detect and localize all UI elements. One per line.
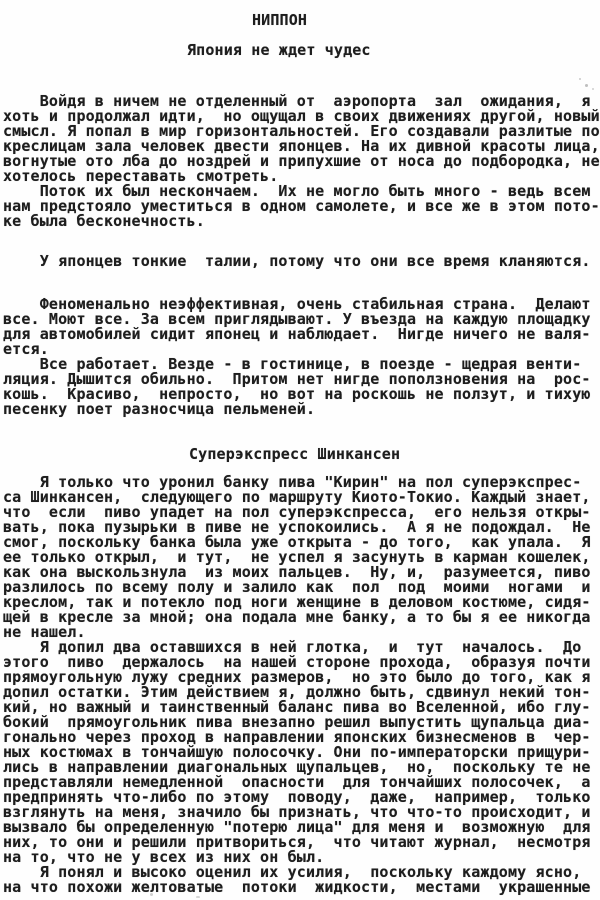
text-line: допил остатки. Этим действием я, должно быть, сдвинул некий тон- [3, 683, 591, 701]
text-line: них, то они и решили притвориться, что читают журнал, несмотря [3, 833, 591, 851]
scan-artifact [196, 896, 200, 898]
text-line: гонально через проход в направлении японских бизнесменов в чер- [3, 728, 591, 746]
text-line: У японцев тонкие талии, потому что они все время кланяются. [3, 252, 591, 270]
text-line: бокий прямоугольник пива внезапно решил выпустить щупальца диа- [3, 713, 591, 731]
text-line: ется. [3, 340, 49, 358]
text-line: ных костюмах в тончайшую полосочку. Они по-императорски прищури- [3, 743, 591, 761]
paragraph-block-1 [3, 94, 600, 229]
text-line: представляли немедленной опасности для тончайших полосочек, а [3, 773, 591, 791]
scan-artifact [118, 882, 120, 884]
text-line: Я понял и высоко оценил их усилия, поскольку каждому ясно, [3, 863, 582, 881]
text-line: смог, поскольку банка была уже открыта - до того, как упала. Я [3, 533, 591, 551]
scan-artifact [585, 84, 588, 87]
text-line: ке была бесконечность. [3, 212, 205, 230]
text-line: лись в направлении диагональных щупальцев, но, поскольку те не [3, 758, 591, 776]
text-line: на то, что не у всех из них он был. [3, 848, 325, 866]
text-line: разлилось по всему полу и залило как пол под моими ногами и [3, 578, 591, 596]
text-line: на что похожи желтоватые потоки жидкости, местами украшенные [3, 878, 591, 896]
paragraph-block-2 [3, 254, 600, 269]
text-line: Все работает. Везде - в гостинице, в поезде - щедрая венти- [3, 355, 582, 373]
scan-artifact [150, 893, 153, 896]
paragraph-block-3 [3, 297, 600, 417]
text-line: прямоугольную лужу средних размеров, но это было до того, как я [3, 668, 591, 686]
page-subtitle: Япония не ждет чудес [187, 41, 371, 59]
text-line: Я только что уронил банку пива "Кирин" на пол суперэкспрес- [3, 473, 582, 491]
text-line: предпринять что-либо по этому поводу, даже, например, только [3, 788, 591, 806]
paragraph-block-5 [3, 640, 600, 865]
text-line: Войдя в ничем не отделенный от аэропорта зал ожидания, я [3, 92, 591, 110]
text-line: вать, пока пузырьки в пиве не успокоились. А я не подождал. Не [3, 518, 591, 536]
text-line: хоть и продолжал идти, но ощущал в своих движениях другой, новый [3, 107, 600, 125]
text-line: не нашел. [3, 623, 86, 641]
scan-artifact [592, 88, 594, 90]
text-line: для автомобилей сидит японец и наблюдает. Нигде ничего не валя- [3, 325, 591, 343]
text-line: кошь. Красиво, непросто, но вот на роскошь не ползут, и тихую [3, 385, 591, 403]
text-line: ляция. Дышится обильно. Притом нет нигде поползновения на рос- [3, 370, 591, 388]
text-line: смысл. Я попал в мир горизонтальностей. Его создавали разлитые по [3, 122, 600, 140]
text-line: са Шинкансен, следующего по маршруту Киото-Токио. Каждый знает, [3, 488, 591, 506]
text-line: песенку поет разносчица пельменей. [3, 400, 316, 418]
text-line: взглянуть на меня, значило бы признать, что что-то происходит, и [3, 803, 591, 821]
text-line: что если пиво упадет на пол суперэкспресса, его нельзя откры- [3, 503, 591, 521]
text-line: все. Моют все. За всем приглядывают. У въезда на каждую площадку [3, 310, 591, 328]
text-line: Я допил два оставшихся в ней глотка, и тут началось. До [3, 638, 582, 656]
paragraph-block-4 [3, 475, 600, 640]
page-title: НИППОН [252, 11, 308, 29]
text-line: кий, но важный и таинственный баланс пива во Вселенной, ибо глу- [3, 698, 591, 716]
text-line: креслицам зала человек двести японцев. На их дивной красоты лица, [3, 137, 600, 155]
text-line: щей в кресле за мной; она подала мне банку, а то бы я ее никогда [3, 608, 591, 626]
text-line: Поток их был нескончаем. Их не могло быть много - ведь всем [3, 182, 591, 200]
text-line: Феноменально неэффективная, очень стабильная страна. Делают [3, 295, 591, 313]
text-line: этого пиво держалось на нашей стороне прохода, образуя почти [3, 653, 591, 671]
scan-artifact [579, 78, 581, 80]
text-line: ее только открыл, и тут, не успел я засунуть в карман кошелек, [3, 548, 591, 566]
text-line: вызвало бы определенную "потерю лица" для меня и возможную для [3, 818, 591, 836]
paragraph-block-6 [3, 865, 600, 895]
text-line: как она выскользнула из моих пальцев. Ну, и, разумеется, пиво [3, 563, 591, 581]
text-line: нам предстояло уместиться в одном самолете, и все же в этом пото- [3, 197, 600, 215]
text-line: хотелось переставать смотреть. [3, 167, 279, 185]
section-heading: Суперэкспресс Шинкансен [189, 445, 401, 463]
text-line: вогнутые ото лба до ноздрей и припухшие от носа до подбородка, не [3, 152, 600, 170]
text-line: креслом, так и потекло под ноги женщине в деловом костюме, сидя- [3, 593, 591, 611]
